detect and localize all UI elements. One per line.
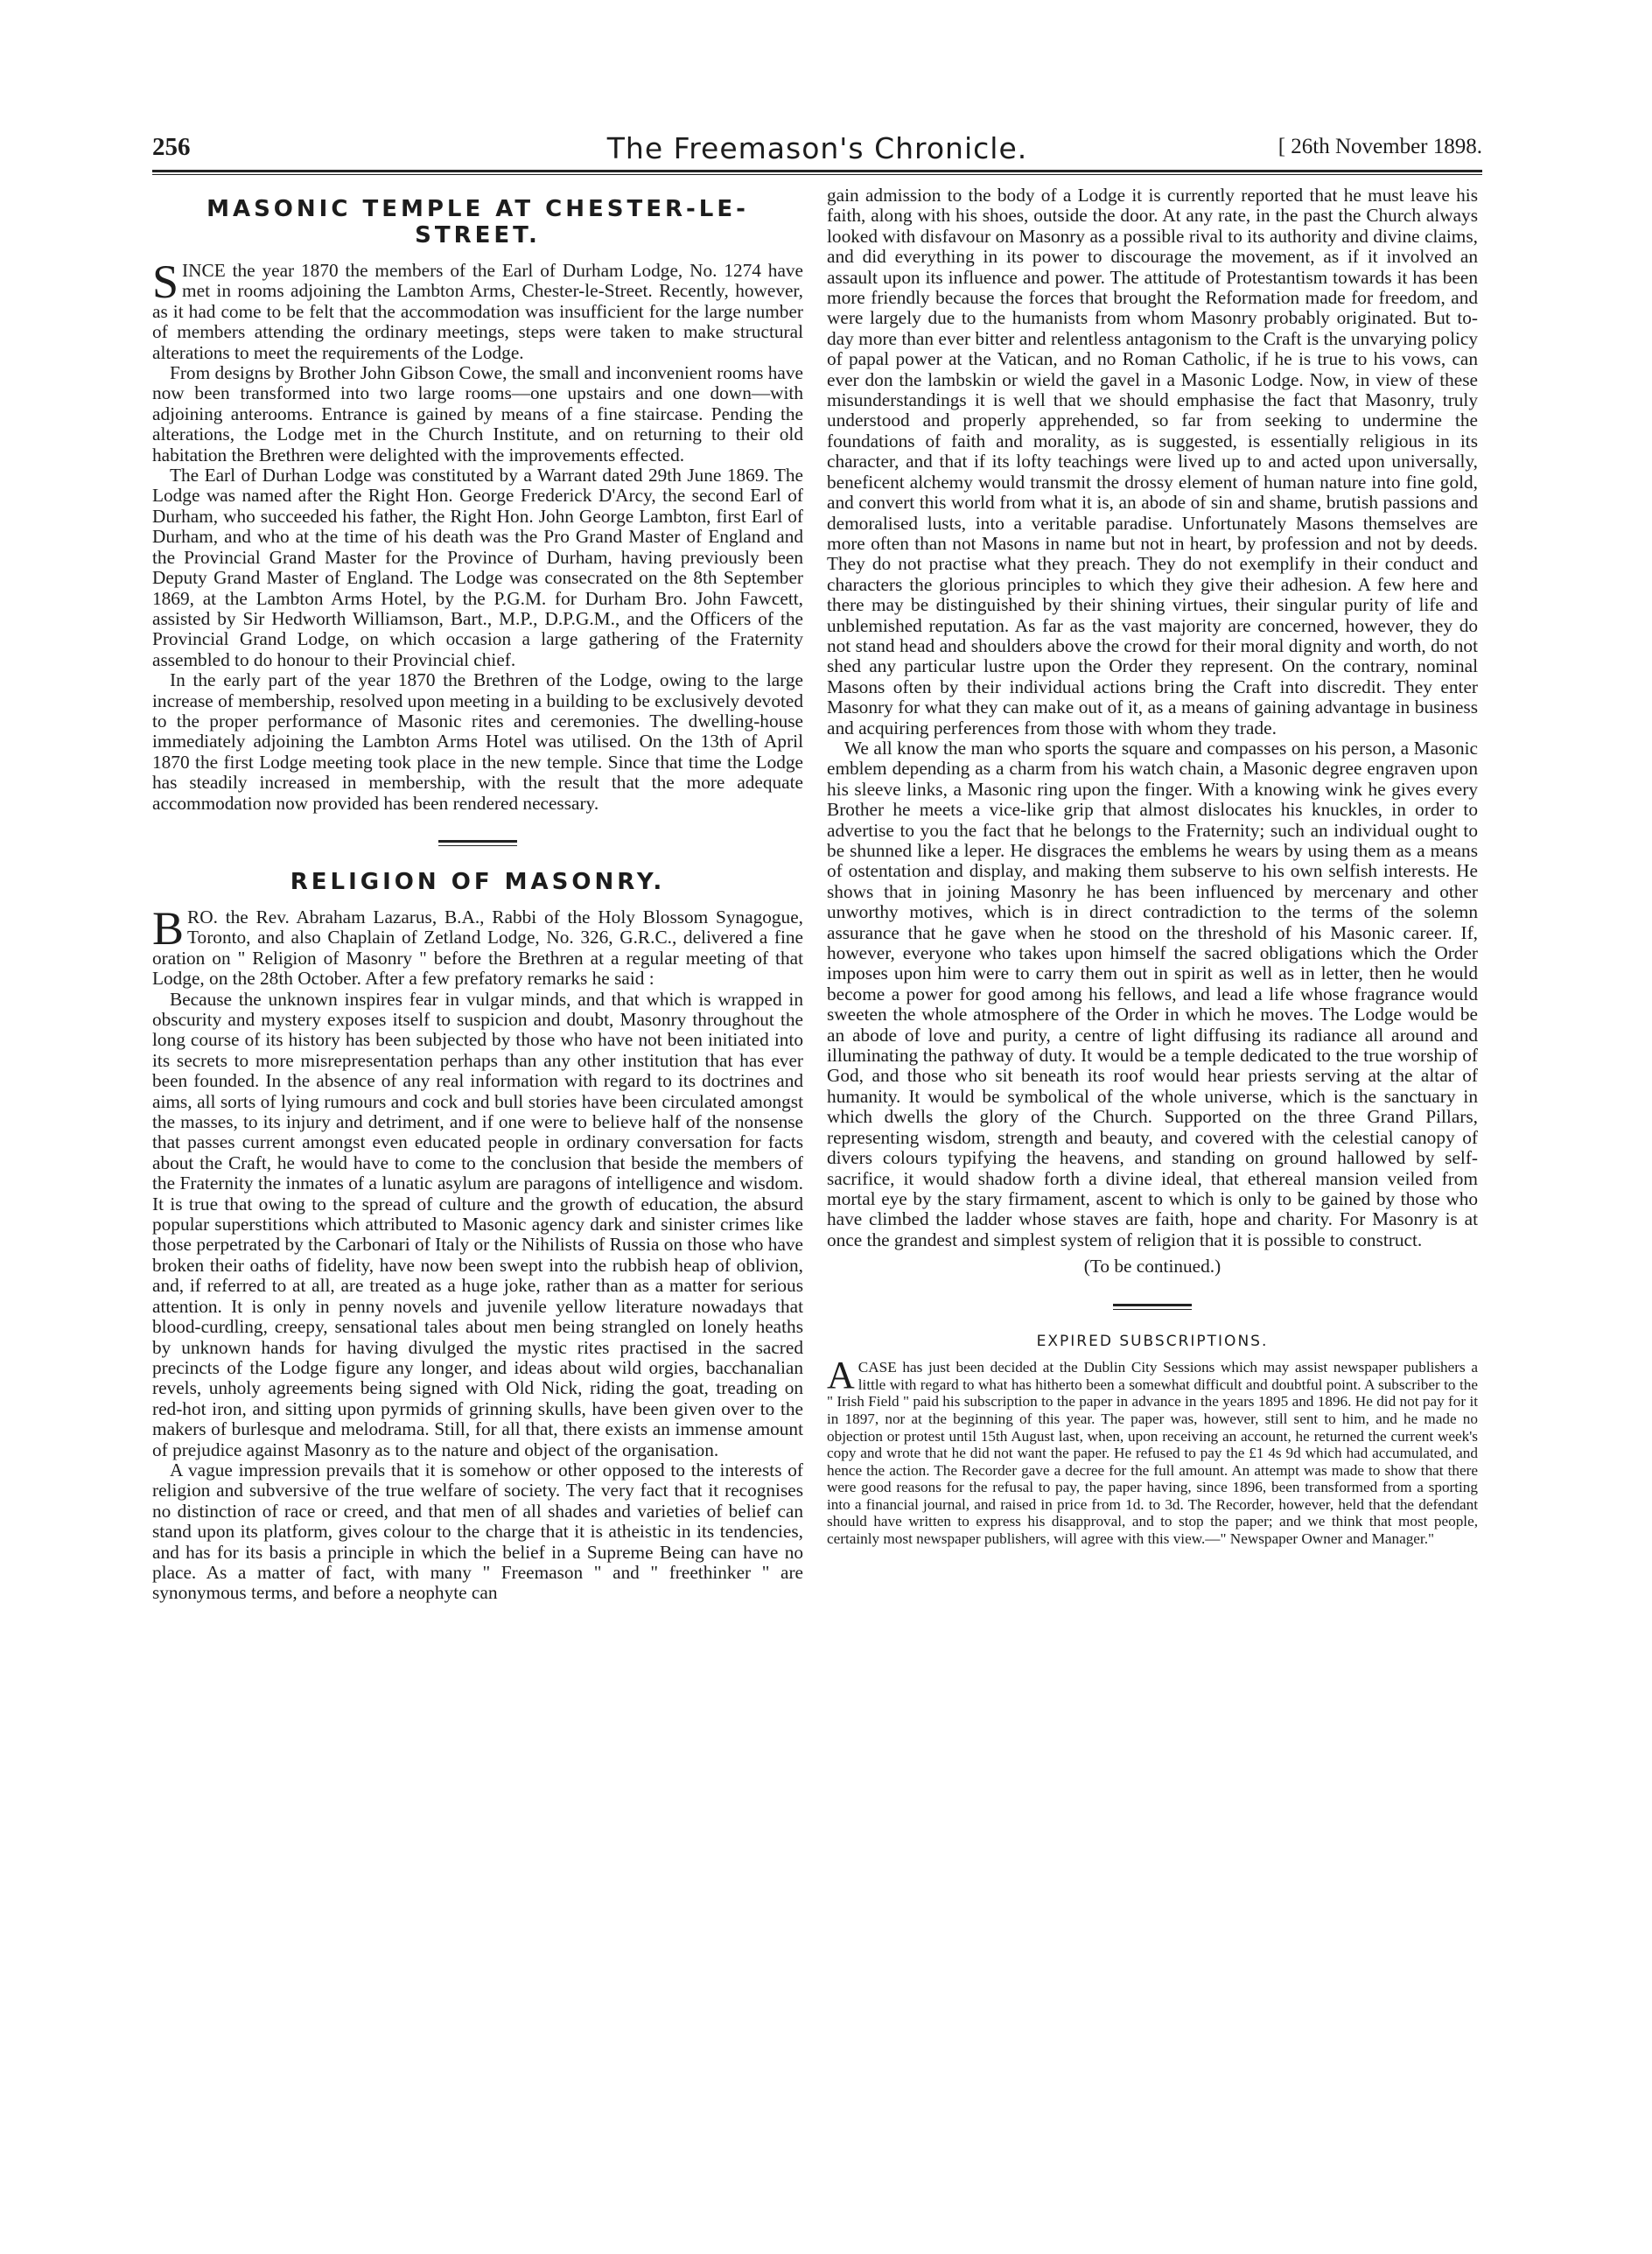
article-paragraph: BRO. the Rev. Abraham Lazarus, B.A., Rabbi of the Holy Blossom Synagogue, Toronto, and also Chaplain of Zetland Lodge, No. 326, G.R.C., delivered a fine oration on " Religion of Masonry " before the Brethren at a regular meeting of that Lodge, on the 28th October. After a few prefatory remarks he said : <box>152 901 803 990</box>
article-paragraph: SINCE the year 1870 the members of the Earl of Durham Lodge, No. 1274 have met in rooms adjoining the Lambton Arms, Chester-le-Street. Recently, however, as it had come to be felt that the accommodation was insufficient for the large number of members attending the ordinary meetings, steps were taken to make structural alterations to meet the requirements of the Lodge. <box>152 256 803 363</box>
article-paragraph: Because the unknown inspires fear in vulgar minds, and that which is wrapped in obscurity and mystery exposes itself to suspicion and doubt, Masonry throughout the long course of its history has been subjected by those who have not been initiated into its secrets to more misrepresentation perhaps than any other institution that has ever been founded. In the absence of any real information with regard to its doctrines and aims, all sorts of lying rumours and cock and bull stories have been circulated amongst the masses, to its injury and detriment, and if one were to believe half of the nonsense that passes current amongst even educated people in ordinary conversation for facts about the Craft, he would have to come to the conclusion that beside the members of the Fraternity the inmates of a lunatic asylum are paragons of intelligence and wisdom. It is true that owing to the spread of culture and the growth of education, the absurd popular superstitions which attributed to Masonic agency dark and sinister crimes like those perpetrated by the Carbonari of Italy or the Nihilists of Russia on those who have broken their oaths of fidelity, have now been swept into the rubbish heap of oblivion, and, if referred to at all, are treated as a huge joke, rather than as a matter for serious attention. It is only in penny novels and juvenile yellow literature nowadays that blood-curdling, creepy, sensational tales about men being strangled on lonely heaths by unknown hands for having divulged the mystic rites practised in the sacred precincts of the Lodge figure any longer, and ideas about wild orgies, bacchanalian revels, unholy agreements being signed with Old Nick, riding the goat, treading on red-hot iron, and sitting upon pyrmids of grinning skulls, have been given over to the makers of burlesque and melodrama. Still, for all that, there exists an immense amount of prejudice against Masonry as to the nature and object of the organisation. <box>152 988 803 1460</box>
article-title-masonic-temple: MASONIC TEMPLE AT CHESTER-LE-STREET. <box>206 196 749 248</box>
page-header <box>152 133 1482 168</box>
page-number: 256 <box>152 133 191 161</box>
masthead: The Freemason's Chronicle. <box>606 131 1028 165</box>
section-separator <box>438 840 517 846</box>
header-rule <box>152 170 1482 172</box>
section-separator <box>1113 1304 1192 1310</box>
article-paragraph: We all know the man who sports the square and compasses on his person, a Masonic emblem depending as a charm from his watch chain, a Masonic degree engraven upon his sleeve links, a Masonic ring upon the finger. With a knowing wink he gives every Brother he meets a vice-like grip that almost dislocates his knuckles, in order to advertise to you the fact that he belongs to the Fraternity; such an individual ought to be shunned like a leper. He disgraces the emblems he wears by using them as a means of ostentation and display, and making them subserve to his own selfish interests. He shows that in joining Masonry he has been influenced by mercenary and other unworthy motives, which is in direct contradiction to the terms of the solemn assurance that he gave when he stood on the threshold of his Masonic career. If, however, everyone who takes upon himself the sacred obligations which the Order imposes upon him were to carry them out in spirit as well as in letter, then he would become a power for good among his fellows, and lead a life whose fragrance would sweeten the whole atmosphere of the Order in which he moves. The Lodge would be an abode of love and purity, a centre of light diffusing its radiance all around and illuminating the pathway of duty. It would be a temple dedicated to the true worship of God, and those who sit beneath its roof would hear priests serving at the altar of humanity. It would be symbolical of the whole universe, which is the sanctuary in which dwells the glory of the Church. Supported on the three Grand Pillars, representing wisdom, strength and beauty, and covered with the celestial canopy of divers colours typifying the heavens, and standing on ground hallowed by self-sacrifice, it would shadow forth a divine ideal, that ethereal mansion veiled from mortal eye by the stary firmament, ascent to which is only to be gained by those who have climbed the ladder whose staves are faith, hope and charity. For Masonry is at once the grandest and simplest system of religion that it is possible to construct. <box>827 737 1478 1250</box>
drop-cap: S <box>152 256 179 308</box>
header-rule-thin <box>152 174 1482 175</box>
to-be-continued: (To be continued.) <box>1083 1256 1222 1278</box>
drop-cap: A <box>827 1354 855 1397</box>
right-column <box>827 186 1478 1548</box>
left-column <box>152 186 803 1604</box>
article-paragraph: In the early part of the year 1870 the Brethren of the Lodge, owing to the large increase of membership, resolved upon meeting in a building to be exclusively devoted to the proper performance of Masonic rites and ceremonies. The dwelling-house immediately adjoining the Lambton Arms Hotel was utilised. On the 13th of April 1870 the first Lodge meeting took place in the new temple. Since that time the Lodge has steadily increased in membership, with the result that the more adequate accommodation now provided has been rendered necessary. <box>152 669 803 814</box>
drop-cap: B <box>152 901 185 955</box>
article-paragraph: gain admission to the body of a Lodge it is currently reported that he must leave his faith, along with his shoes, outside the door. At any rate, in the past the Church always looked with disfavour on Masonry as a possible rival to its authority and divine claims, and did everything in its power to discourage the movement, as if it involved an assault upon its influence and power. The attitude of Protestantism towards it has been more friendly because the forces that brought the Reformation made for freedom, and were largely due to the humanists from whom Masonry probably originated. But to-day more than ever bitter and relentless antagonism to the Craft is the unvarying policy of papal power at the Vatican, and no Roman Catholic, if he is true to his vows, can ever don the lambskin or wield the gavel in a Masonic Lodge. Now, in view of these misunderstandings it is well that we should emphasise the fact that Masonry, truly understood and properly apprehended, so far from seeking to undermine the foundations of faith and morality, as is suggested, is essentially religious in its character, and that if its lofty teachings were lived up to and acted upon universally, beneficent alchemy would transmit the drossy element of human nature into fine gold, and convert this world from what it is, an abode of sin and shame, brutish passions and demoralised lusts, into a veritable paradise. Unfortunately Masons themselves are more often than not Masons in name but not in heart, by profession and not by deeds. They do not practise what they preach. They do not exemplify in their conduct and characters the glorious principles to which they give their adhesion. A few here and there may be distinguished by their shining virtues, their singular purity of life and unblemished reputation. As far as the vast majority are concerned, however, they do not stand head and shoulders above the crowd for their moral dignity and worth, do not shed any particular lustre upon the Order they represent. On the contrary, nominal Masons often by their individual actions bring the Craft into discredit. They enter Masonry for what they can make out of it, as a means of gaining advantage in business and acquiring perferences from those with whom they trade. <box>827 185 1478 738</box>
article-paragraph: The Earl of Durhan Lodge was constituted by a Warrant dated 29th June 1869. The Lodge was named after the Right Hon. George Frederick D'Arcy, the second Earl of Durham, who succeeded his father, the Right Hon. John George Lambton, first Earl of Durham, and who at the time of his death was the Pro Grand Master of England and the Provincial Grand Master for the Province of Durham, having previously been Deputy Grand Master of England. The Lodge was consecrated on the 8th September 1869, at the Lambton Arms Hotel, by the P.G.M. for Durham Bro. John Fawcett, assisted by Sir Hedworth Williamson, Bart., M.P., D.P.G.M., and the Officers of the Provincial Grand Lodge, on which occasion a large gathering of the Fraternity assembled to do honour to their Provincial chief. <box>152 465 803 670</box>
article-title-religion-of-masonry: RELIGION OF MASONRY. <box>290 868 666 895</box>
article-paragraph: A vague impression prevails that it is somehow or other opposed to the interests of religion and subversive of the true welfare of society. The very fact that it recognises no distinction of race or creed, and that men of all shades and varieties of belief can stand upon its platform, gives colour to the charge that it is atheistic in its tendencies, and has for its basis a principle in which the belief in a Supreme Being can have no place. As a matter of fact, with many " Freemason " and " freethinker " are synonymous terms, and before a neophyte can <box>152 1459 803 1604</box>
article-paragraph: From designs by Brother John Gibson Cowe, the small and inconvenient rooms have now been transformed into two large rooms—one upstairs and one down—with adjoining anterooms. Entrance is gained by means of a fine staircase. Pending the alterations, the Lodge met in the Church Institute, and on returning to their old habitation the Brethren were delighted with the improvements effected. <box>152 362 803 466</box>
article-paragraph: ACASE has just been decided at the Dublin City Sessions which may assist newspaper publishers a little with regard to what has hitherto been a somewhat difficult and doubtful point. A subscriber to the " Irish Field " paid his subscription to the paper in advance in the years 1895 and 1896. He did not pay for it in 1897, nor at the beginning of this year. The paper was, however, still sent to him, and he made no objection or protest until 15th August last, when, upon receiving an account, he returned the current week's copy and wrote that he did not want the paper. He refused to pay the £1 4s 9d which had accumulated, and hence the action. The Recorder gave a decree for the full amount. An attempt was made to show that there were good reasons for the refusal to pay, the paper having, since 1896, been transformed from a sporting into a financial journal, and raised in price from 1d. to 3d. The Recorder, however, held that the defendant should have written to express his disapproval, and to stop the paper; and we think that most people, certainly most newspaper publishers, will agree with this view.—" Newspaper Owner and Manager." <box>827 1354 1478 1548</box>
article-title-expired-subscriptions: EXPIRED SUBSCRIPTIONS. <box>1036 1333 1269 1351</box>
issue-date: [ 26th November 1898. <box>1278 135 1482 158</box>
